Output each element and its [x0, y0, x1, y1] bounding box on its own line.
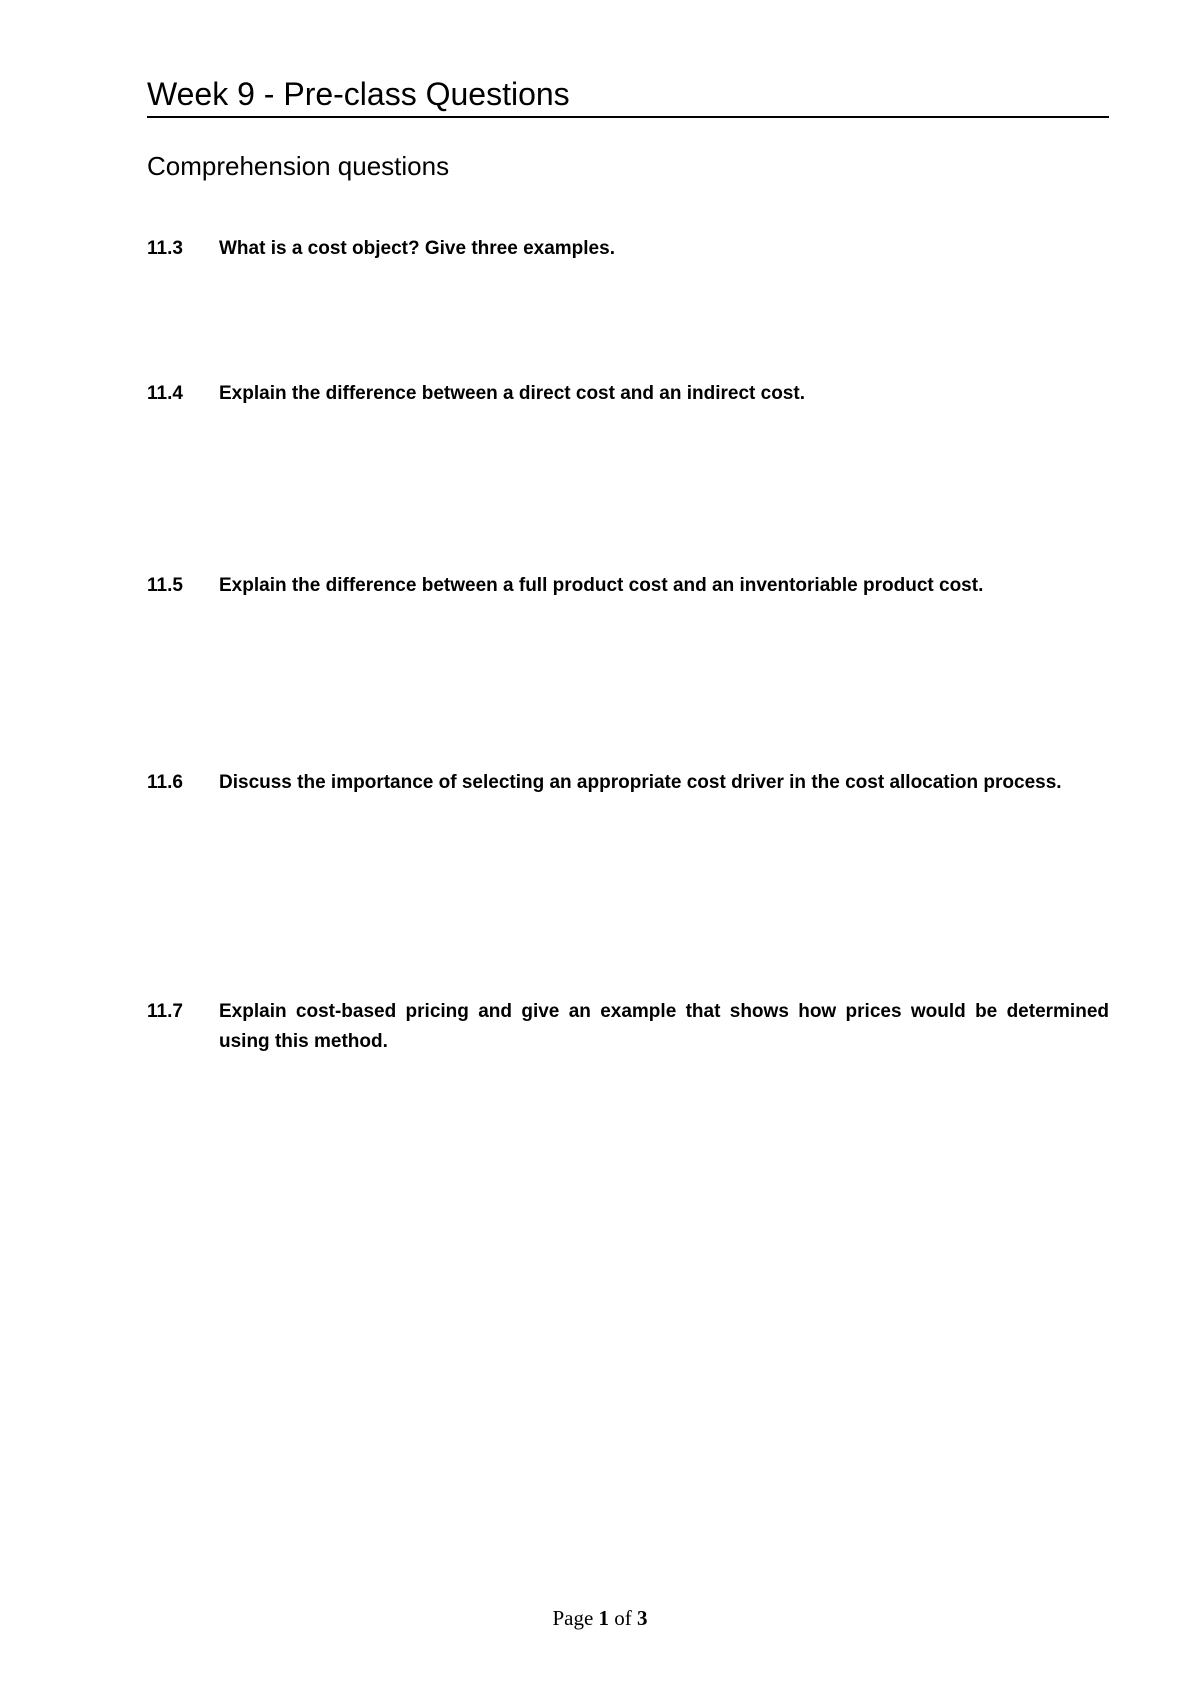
page-title: Week 9 - Pre-class Questions: [147, 76, 570, 112]
section-heading: Comprehension questions: [147, 151, 450, 181]
footer-current-page: 1: [598, 1606, 610, 1630]
question-number: 11.4: [147, 383, 183, 404]
question-number: 11.3: [147, 238, 183, 259]
footer-of-word: of: [614, 1606, 632, 1630]
footer-page-word: Page: [552, 1606, 594, 1630]
question-number: 11.5: [147, 575, 183, 596]
question-text: Explain cost-based pricing and give an example that shows how prices would be determined using this method.: [219, 1001, 1109, 1052]
question-item: [147, 571, 1109, 601]
question-item: [147, 234, 1109, 264]
question-number: 11.6: [147, 772, 183, 793]
question-text: Explain the difference between a full product cost and an inventoriable product cost.: [219, 575, 984, 596]
footer-total-pages: 3: [637, 1606, 648, 1630]
page-footer: [0, 1604, 1200, 1632]
title-underline-rule: [147, 116, 1109, 118]
question-item: [147, 768, 1109, 798]
question-number: 11.7: [147, 1001, 183, 1022]
question-text: Explain the difference between a direct cost and an indirect cost.: [219, 383, 805, 404]
question-item: [147, 997, 1109, 1057]
question-item: [147, 379, 1109, 409]
question-text: Discuss the importance of selecting an appropriate cost driver in the cost allocation process.: [219, 772, 1062, 793]
question-text: What is a cost object? Give three examples.: [219, 238, 615, 259]
